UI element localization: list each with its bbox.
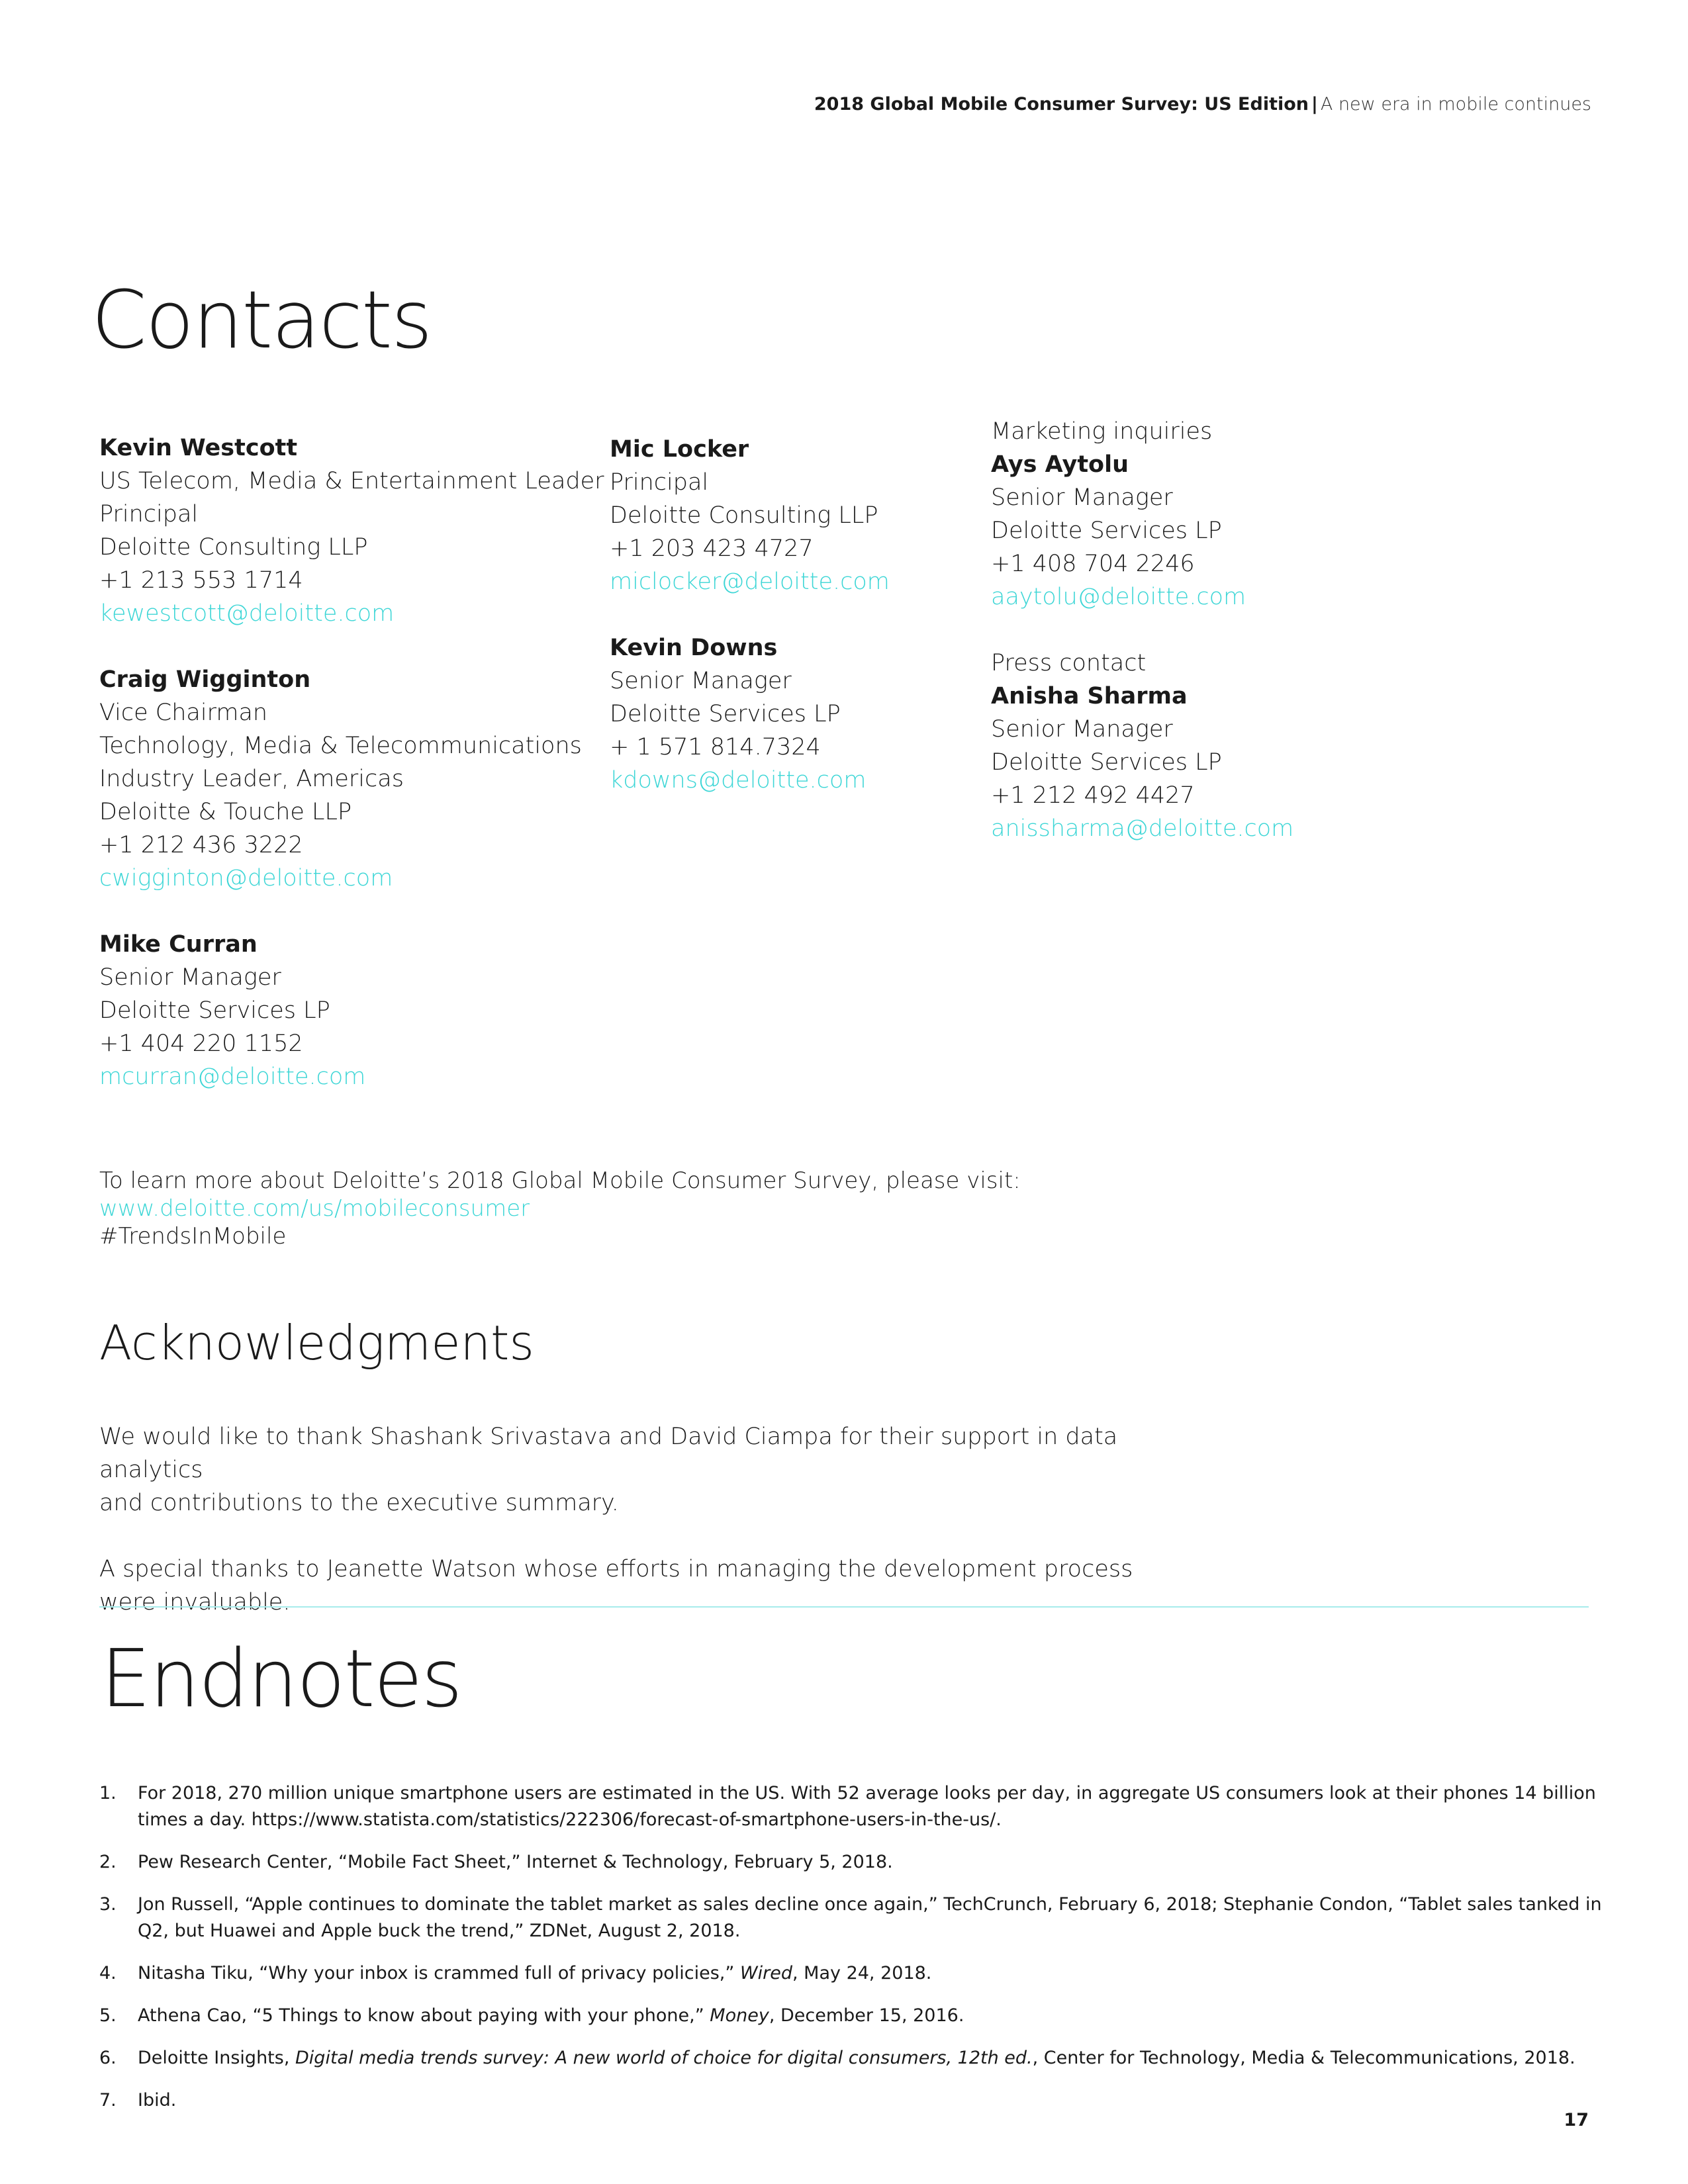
endnote-text-run: , December 15, 2016. bbox=[769, 2005, 964, 2026]
contact-detail: +1 404 220 1152 bbox=[99, 1030, 303, 1057]
contacts-column-1 bbox=[99, 432, 604, 1126]
endnote-item bbox=[99, 1849, 1602, 1876]
contact-detail: Principal bbox=[610, 469, 709, 496]
section-divider bbox=[99, 1606, 1589, 1608]
learn-more bbox=[99, 1167, 1021, 1250]
acknowledgments-body bbox=[99, 1420, 1225, 1652]
contact-email-link[interactable]: miclocker@deloitte.com bbox=[610, 569, 890, 595]
contact-card bbox=[991, 647, 1293, 845]
contact-name: Anisha Sharma bbox=[991, 683, 1188, 709]
contact-detail: + 1 571 814.7324 bbox=[610, 734, 821, 760]
header-separator: | bbox=[1311, 94, 1318, 114]
contact-card bbox=[610, 433, 890, 598]
contact-detail: +1 212 436 3222 bbox=[99, 832, 303, 858]
contact-name: Ays Aytolu bbox=[991, 451, 1129, 478]
acknowledgments-paragraph: We would like to thank Shashank Srivastava and David Ciampa for their support in data analytics and contributions to the executive summary. bbox=[99, 1424, 1118, 1516]
contact-detail: +1 203 423 4727 bbox=[610, 535, 814, 562]
running-header bbox=[0, 94, 1688, 114]
contact-card bbox=[99, 432, 604, 630]
endnote-item bbox=[99, 2003, 1602, 2029]
contact-detail: +1 408 704 2246 bbox=[991, 551, 1195, 577]
endnote-number: 4. bbox=[99, 1963, 117, 1983]
contact-detail: Deloitte Services LP bbox=[99, 997, 330, 1024]
contact-name: Kevin Westcott bbox=[99, 435, 298, 461]
endnote-number: 5. bbox=[99, 2005, 117, 2026]
contact-detail: Deloitte Services LP bbox=[991, 749, 1222, 776]
contact-category: Press contact bbox=[991, 650, 1147, 676]
contact-detail: US Telecom, Media & Entertainment Leader bbox=[99, 468, 604, 494]
contacts-title: Contacts bbox=[91, 275, 432, 367]
contact-category: Marketing inquiries bbox=[991, 418, 1213, 445]
contacts-column-2 bbox=[610, 433, 890, 830]
learn-more-link[interactable]: www.deloitte.com/us/mobileconsumer bbox=[99, 1195, 530, 1222]
contact-name: Kevin Downs bbox=[610, 635, 778, 661]
contact-name: Mic Locker bbox=[610, 436, 749, 463]
contact-detail: Principal bbox=[99, 501, 199, 527]
acknowledgments-paragraph: A special thanks to Jeanette Watson whose efforts in managing the development process were invaluable. bbox=[99, 1556, 1133, 1615]
contacts-column-3 bbox=[991, 415, 1293, 878]
endnote-text bbox=[138, 1891, 1602, 1944]
endnote-text-run: , May 24, 2018. bbox=[792, 1963, 932, 1983]
contact-detail: Senior Manager bbox=[610, 668, 792, 694]
contact-detail: +1 213 553 1714 bbox=[99, 567, 303, 594]
contact-detail: Deloitte Services LP bbox=[610, 701, 841, 727]
endnote-text bbox=[138, 2045, 1602, 2071]
endnote-item bbox=[99, 1960, 1602, 1987]
contact-detail: Senior Manager bbox=[991, 484, 1173, 511]
endnote-item bbox=[99, 2087, 1602, 2114]
endnote-item bbox=[99, 1891, 1602, 1944]
endnote-text-run: Nitasha Tiku, “Why your inbox is crammed full of privacy policies,” bbox=[138, 1963, 740, 1983]
header-subtitle: A new era in mobile continues bbox=[1320, 94, 1591, 114]
endnote-text-run: Athena Cao, “5 Things to know about paying with your phone,” bbox=[138, 2005, 710, 2026]
endnote-item bbox=[99, 2045, 1602, 2071]
contact-detail: Technology, Media & Telecommunications bbox=[99, 733, 582, 759]
contact-detail: Senior Manager bbox=[991, 716, 1173, 743]
contact-detail: Deloitte Consulting LLP bbox=[99, 534, 368, 561]
acknowledgments-title: Acknowledgments bbox=[99, 1315, 534, 1371]
endnote-text bbox=[138, 2087, 1602, 2114]
contact-email-link[interactable]: anissharma@deloitte.com bbox=[991, 815, 1294, 842]
contact-card bbox=[991, 415, 1293, 614]
endnote-title-italic: Money bbox=[710, 2005, 769, 2026]
endnotes-title: Endnotes bbox=[101, 1633, 461, 1725]
endnote-number: 6. bbox=[99, 2048, 117, 2068]
endnote-number: 1. bbox=[99, 1783, 117, 1803]
contact-name: Craig Wigginton bbox=[99, 666, 311, 693]
contact-card bbox=[99, 928, 604, 1093]
endnote-title-italic: Wired bbox=[739, 1963, 792, 1983]
header-title: 2018 Global Mobile Consumer Survey: US Edition bbox=[814, 94, 1309, 114]
endnote-text-run: Ibid. bbox=[138, 2090, 177, 2111]
learn-more-text: To learn more about Deloitte’s 2018 Global Mobile Consumer Survey, please visit: bbox=[99, 1167, 1021, 1194]
endnote-text bbox=[138, 1849, 1602, 1876]
endnote-text-run: Deloitte Insights, bbox=[138, 2048, 296, 2068]
contact-detail: Industry Leader, Americas bbox=[99, 766, 404, 792]
contact-name: Mike Curran bbox=[99, 931, 258, 958]
contact-detail: Vice Chairman bbox=[99, 700, 268, 726]
endnote-text bbox=[138, 1780, 1602, 1833]
contact-card bbox=[610, 631, 890, 797]
endnote-item bbox=[99, 1780, 1602, 1833]
contact-email-link[interactable]: kewestcott@deloitte.com bbox=[99, 600, 395, 627]
endnote-text bbox=[138, 1960, 1602, 1987]
endnote-text-run: For 2018, 270 million unique smartphone users are estimated in the US. With 52 average looks per day, in aggregate US consumers look at their phones 14 billion times a day. https://www.statista.com/statistics/222306/forecast-of-smartphone-users-in-the-us/. bbox=[138, 1783, 1596, 1830]
contact-detail: Deloitte Consulting LLP bbox=[610, 502, 878, 529]
contact-email-link[interactable]: aaytolu@deloitte.com bbox=[991, 584, 1246, 610]
contact-email-link[interactable]: kdowns@deloitte.com bbox=[610, 767, 867, 794]
contact-detail: +1 212 492 4427 bbox=[991, 782, 1195, 809]
endnote-text-run: Pew Research Center, “Mobile Fact Sheet,” Internet & Technology, February 5, 2018. bbox=[138, 1852, 893, 1872]
contact-card bbox=[99, 663, 604, 895]
contact-detail: Deloitte Services LP bbox=[991, 518, 1222, 544]
endnote-text-run: , Center for Technology, Media & Telecommunications, 2018. bbox=[1032, 2048, 1575, 2068]
contact-email-link[interactable]: mcurran@deloitte.com bbox=[99, 1064, 366, 1090]
endnote-text bbox=[138, 2003, 1602, 2029]
hashtag: #TrendsInMobile bbox=[99, 1223, 287, 1250]
endnote-number: 3. bbox=[99, 1894, 117, 1915]
contact-detail: Deloitte & Touche LLP bbox=[99, 799, 352, 825]
endnote-number: 2. bbox=[99, 1852, 117, 1872]
contact-email-link[interactable]: cwigginton@deloitte.com bbox=[99, 865, 393, 891]
contact-detail: Senior Manager bbox=[99, 964, 281, 991]
endnote-title-italic: Digital media trends survey: A new world of choice for digital consumers, 12th ed. bbox=[295, 2048, 1033, 2068]
endnote-text-run: Jon Russell, “Apple continues to dominate the tablet market as sales decline once again,” TechCrunch, February 6, 2018; Stephanie Condon, “Tablet sales tanked in Q2, but Huawei and Apple buck the trend,” ZDNet, August 2, 2018. bbox=[138, 1894, 1602, 1941]
endnote-number: 7. bbox=[99, 2090, 117, 2111]
endnotes-list bbox=[99, 1780, 1602, 2130]
page-number: 17 bbox=[1564, 2110, 1589, 2130]
